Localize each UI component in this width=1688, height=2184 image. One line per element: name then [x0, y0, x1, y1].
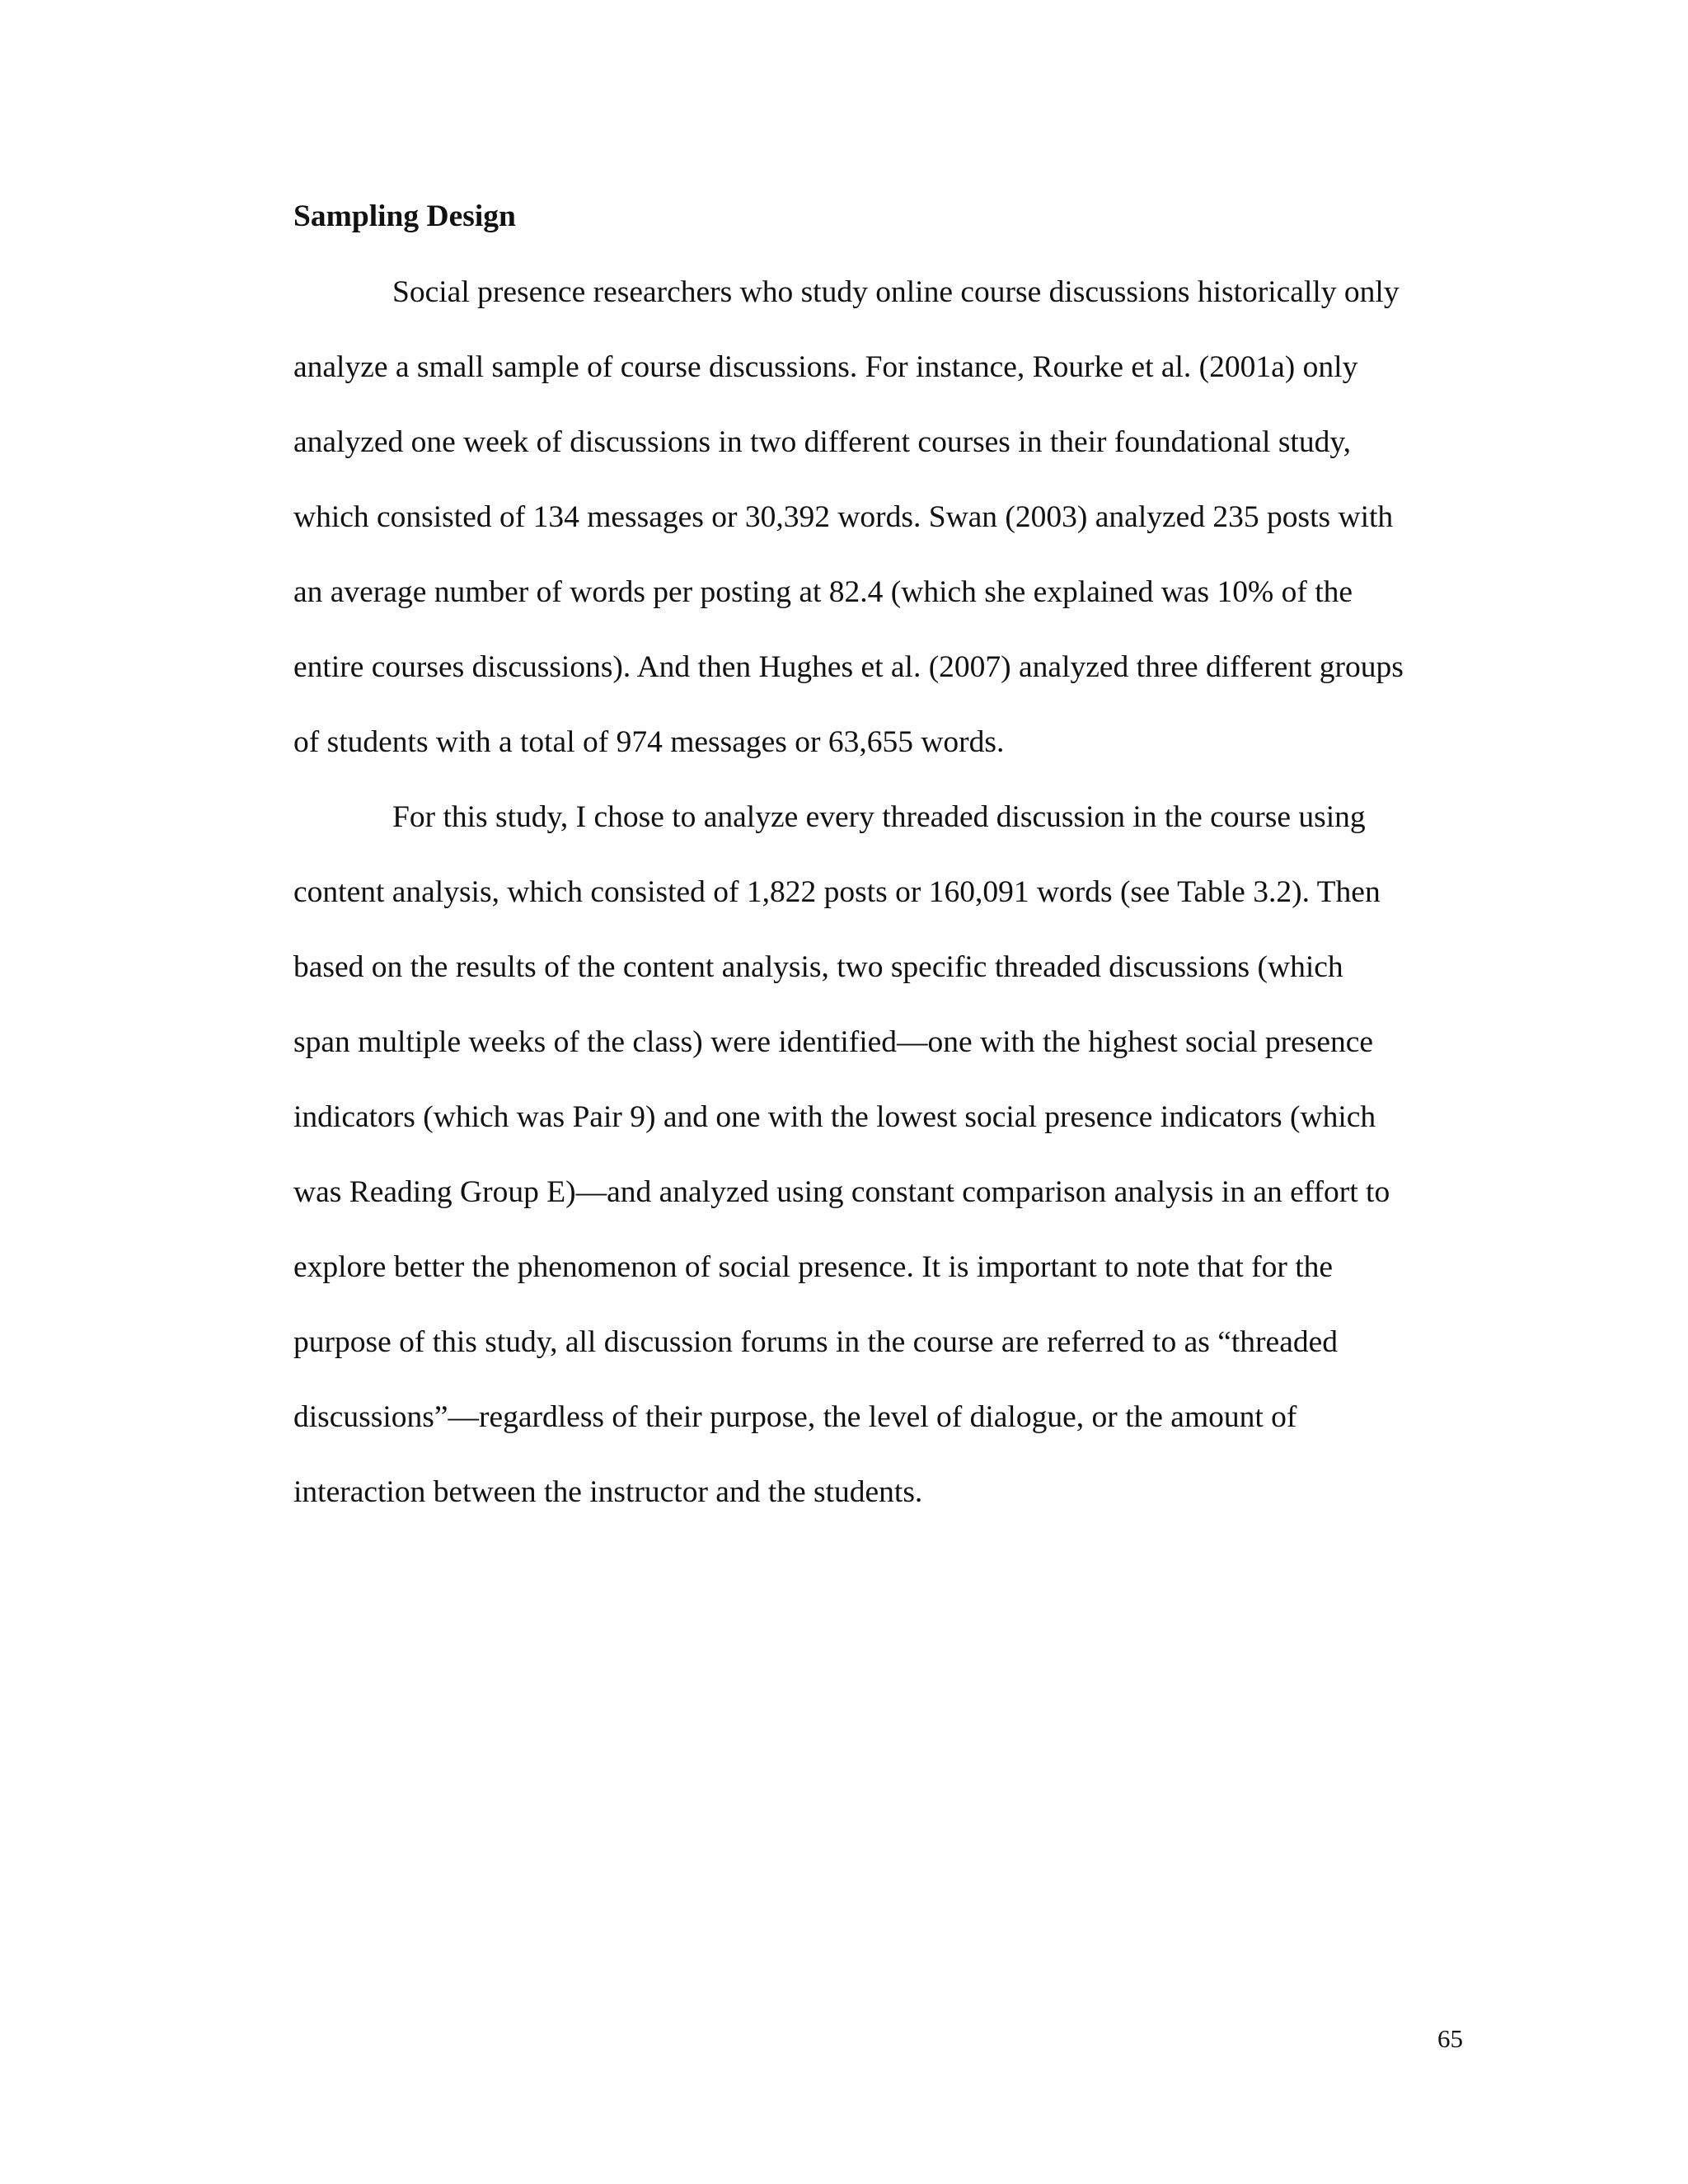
paragraph-2-line-6: was Reading Group E)—and analyzed using constant comparison analysis in an effort to	[293, 1175, 1390, 1209]
paragraph-1-line-1: Social presence researchers who study online course discussions historically only	[392, 275, 1400, 309]
paragraph-2-line-8: purpose of this study, all discussion forums in the course are referred to as “threaded	[293, 1325, 1338, 1359]
paragraph-1-line-7: of students with a total of 974 messages or 63,655 words.	[293, 725, 1005, 759]
paragraph-2-line-3: based on the results of the content analysis, two specific threaded discussions (which	[293, 950, 1343, 984]
paragraph-2-line-4: span multiple weeks of the class) were identified—one with the highest social presence	[293, 1025, 1374, 1059]
paragraph-2-line-10: interaction between the instructor and the students.	[293, 1475, 923, 1509]
paragraph-2-line-9: discussions”—regardless of their purpose, the level of dialogue, or the amount of	[293, 1400, 1297, 1434]
paragraph-2-line-2: content analysis, which consisted of 1,822 posts or 160,091 words (see Table 3.2). Then	[293, 875, 1381, 909]
paragraph-2-line-5: indicators (which was Pair 9) and one with the lowest social presence indicators (which	[293, 1100, 1376, 1134]
page-number: 65	[1437, 2024, 1463, 2053]
paragraph-1-line-4: which consisted of 134 messages or 30,392 words. Swan (2003) analyzed 235 posts with	[293, 500, 1394, 534]
paragraph-1-line-2: analyze a small sample of course discussions. For instance, Rourke et al. (2001a) only	[293, 350, 1358, 384]
paragraph-2-line-7: explore better the phenomenon of social presence. It is important to note that for the	[293, 1250, 1334, 1284]
paragraph-1-line-5: an average number of words per posting at 82.4 (which she explained was 10% of the	[293, 575, 1353, 609]
section-heading: Sampling Design	[293, 199, 516, 233]
paragraph-2-line-1: For this study, I chose to analyze every threaded discussion in the course using	[392, 800, 1366, 834]
paragraph-1-line-6: entire courses discussions). And then Hughes et al. (2007) analyzed three different groups	[293, 650, 1404, 684]
paragraph-1-line-3: analyzed one week of discussions in two different courses in their foundational study,	[293, 425, 1352, 459]
